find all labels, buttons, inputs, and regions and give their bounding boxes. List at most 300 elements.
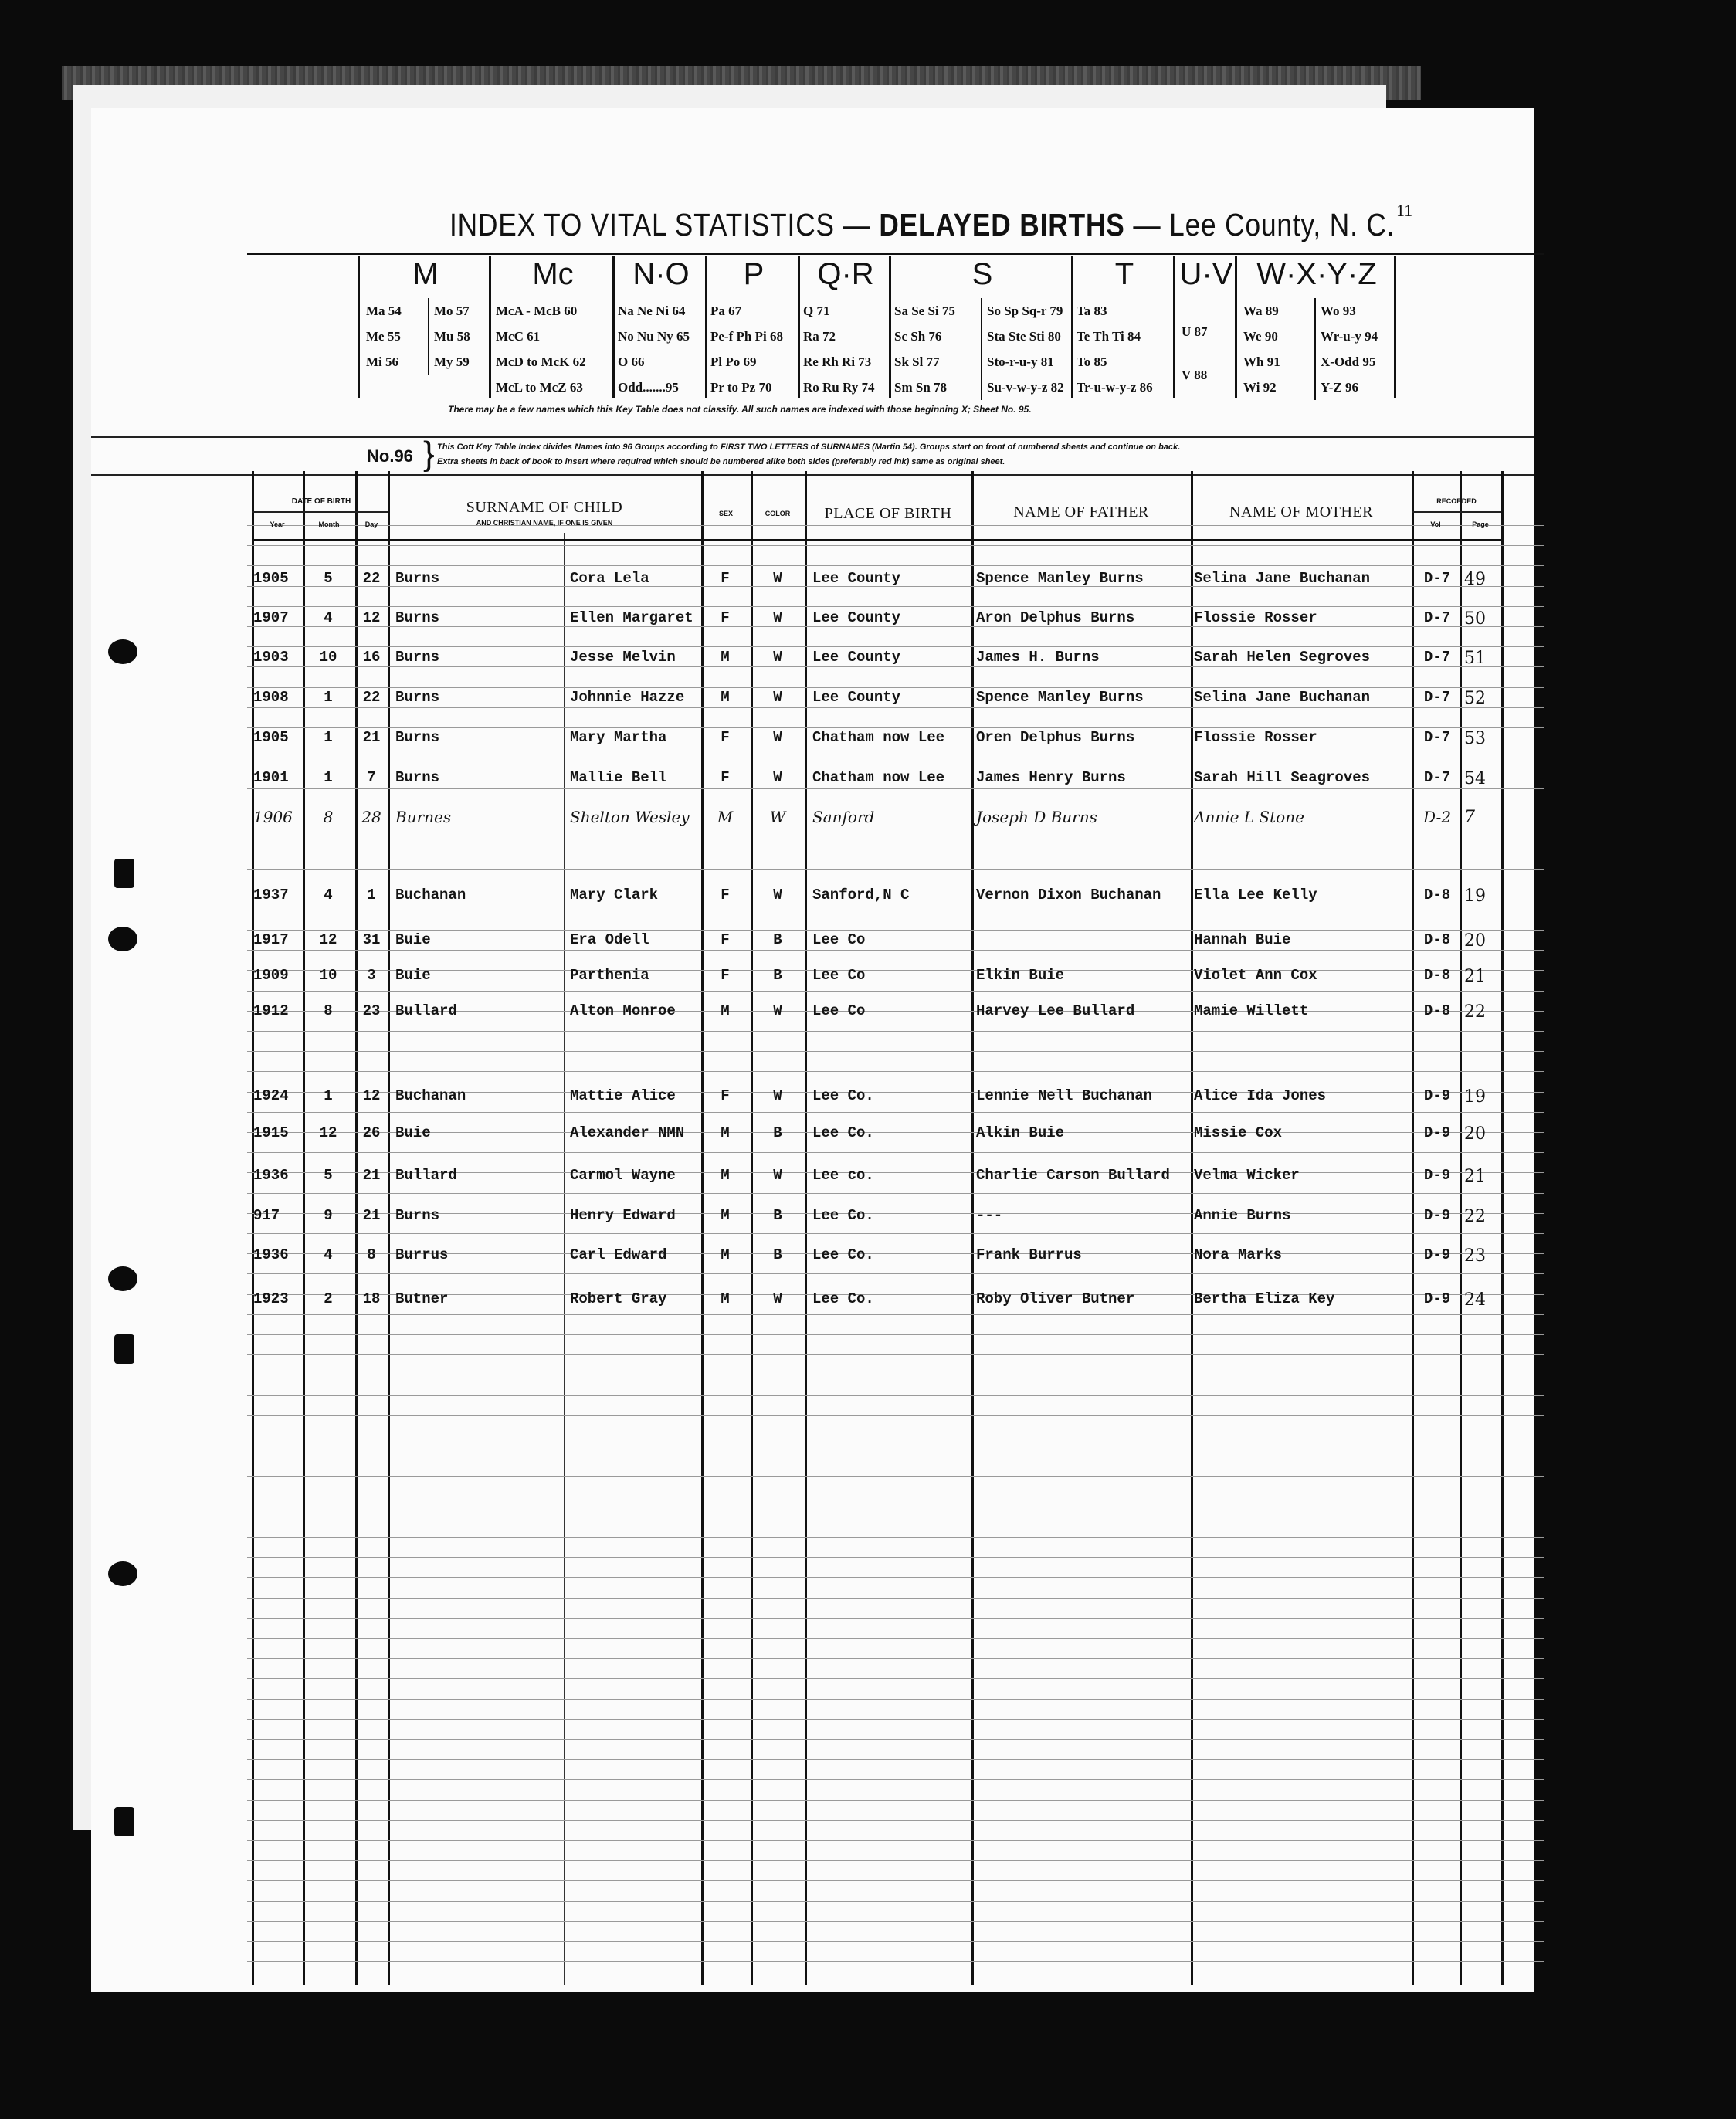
cell-father: --- <box>976 1207 1003 1224</box>
cell-place: Lee Co. <box>812 1246 874 1263</box>
cell-vol: D-8 <box>1423 887 1451 904</box>
cell-year: 1907 <box>253 609 289 626</box>
table-row <box>247 1246 1514 1270</box>
cell-day: 18 <box>362 1290 381 1307</box>
table-row <box>247 1290 1514 1314</box>
cell-sex: M <box>721 1167 730 1184</box>
cell-given: Cora Lela <box>570 570 649 587</box>
cell-place: Lee Co. <box>812 1290 874 1307</box>
cell-surname: Buchanan <box>395 887 466 904</box>
cell-page: 50 <box>1464 609 1486 629</box>
key-entry: Wi 92 <box>1243 380 1277 395</box>
cell-surname: Buie <box>395 967 431 984</box>
cell-day: 21 <box>362 1167 381 1184</box>
cell-year: 1915 <box>253 1124 289 1141</box>
cell-father: Vernon Dixon Buchanan <box>976 887 1161 904</box>
key-entry: No Nu Ny 65 <box>618 329 690 344</box>
row-rule <box>247 1800 1544 1801</box>
cell-given: Johnnie Hazze <box>570 689 685 706</box>
cell-month: 12 <box>319 931 337 948</box>
cell-vol: D-9 <box>1423 1290 1451 1307</box>
cell-page: 20 <box>1464 1124 1486 1144</box>
cell-page: 52 <box>1464 689 1486 708</box>
header-day: Day <box>364 520 378 528</box>
key-entry: Pl Po 69 <box>710 354 757 369</box>
cell-surname: Burns <box>395 729 440 746</box>
key-entry: Y-Z 96 <box>1321 380 1358 395</box>
cell-surname: Burns <box>395 649 440 666</box>
page-number: 11 <box>1396 201 1413 220</box>
row-rule <box>247 991 1544 992</box>
cell-page: 53 <box>1464 729 1486 748</box>
key-entry: Sta Ste Sti 80 <box>987 329 1061 344</box>
cell-vol: D-7 <box>1423 649 1451 666</box>
header-surname: SURNAME OF CHILD <box>466 499 623 516</box>
key-letter: T <box>1114 257 1134 291</box>
cell-sex: M <box>721 649 730 666</box>
row-rule <box>247 930 1544 931</box>
key-entry: Wa 89 <box>1243 303 1279 318</box>
cell-color: W <box>773 769 782 786</box>
cell-color: W <box>773 1290 782 1307</box>
cell-day: 7 <box>367 769 376 786</box>
key-entry: Tr-u-w-y-z 86 <box>1077 380 1153 395</box>
cell-month: 4 <box>324 1246 333 1263</box>
cell-sex: M <box>717 808 734 826</box>
cell-place: Lee Co <box>812 1002 866 1019</box>
cell-surname: Burns <box>395 1207 440 1224</box>
key-letter: S <box>971 257 993 291</box>
key-entry: U 87 <box>1182 324 1208 339</box>
key-entry: Na Ne Ni 64 <box>618 303 686 318</box>
key-letter: W·X·Y·Z <box>1256 257 1377 291</box>
cell-given: Shelton Wesley <box>570 808 690 826</box>
key-column <box>803 298 874 400</box>
cell-father: Alkin Buie <box>976 1124 1065 1141</box>
cell-place: Lee Co <box>812 931 866 948</box>
table-row <box>247 887 1514 910</box>
cell-sex: F <box>721 570 730 587</box>
row-rule <box>247 606 1544 607</box>
cell-given: Jesse Melvin <box>570 649 676 666</box>
table-row <box>247 609 1514 632</box>
row-rule <box>247 687 1544 688</box>
cell-vol: D-7 <box>1423 609 1451 626</box>
cell-page: 20 <box>1464 931 1486 951</box>
punch-hole <box>108 639 137 664</box>
cell-given: Mary Martha <box>570 729 667 746</box>
cell-father: James H. Burns <box>976 649 1100 666</box>
cell-color: W <box>773 1087 782 1104</box>
punch-hole <box>114 1807 134 1836</box>
cell-day: 16 <box>362 649 381 666</box>
header-sub-rule <box>252 511 388 513</box>
cell-place: Lee Co. <box>812 1087 874 1104</box>
cell-page: 21 <box>1464 967 1486 986</box>
cell-given: Carl Edward <box>570 1246 667 1263</box>
cell-vol: D-7 <box>1423 729 1451 746</box>
cell-page: 19 <box>1464 887 1486 906</box>
key-column <box>1243 298 1280 400</box>
row-rule <box>247 1719 1544 1720</box>
key-column <box>366 298 402 375</box>
cell-given: Robert Gray <box>570 1290 667 1307</box>
cell-vol: D-8 <box>1423 1002 1451 1019</box>
table-row <box>247 1087 1514 1110</box>
key-group <box>705 256 800 398</box>
table-row <box>247 1167 1514 1190</box>
cell-year: 1924 <box>253 1087 289 1104</box>
cell-place: Lee co. <box>812 1167 874 1184</box>
cell-place: Sanford,N C <box>812 887 910 904</box>
cell-father: Elkin Buie <box>976 967 1065 984</box>
row-rule <box>247 1699 1544 1700</box>
key-entry: Mo 57 <box>434 303 470 318</box>
cell-year: 1906 <box>253 808 293 826</box>
header-sex: SEX <box>718 510 733 517</box>
cell-given: Alton Monroe <box>570 1002 676 1019</box>
row-rule <box>247 1678 1544 1679</box>
cell-day: 1 <box>367 887 376 904</box>
key-column <box>894 298 955 400</box>
key-entry: Wo 93 <box>1321 303 1356 318</box>
key-group <box>798 256 891 398</box>
cell-month: 12 <box>319 1124 337 1141</box>
cell-color: B <box>773 1207 782 1224</box>
key-group <box>1235 256 1396 398</box>
sheet-number: No.96 <box>367 446 413 466</box>
key-entry: We 90 <box>1243 329 1278 344</box>
cell-mother: Mamie Willett <box>1194 1002 1309 1019</box>
key-column <box>1077 298 1153 400</box>
cell-vol: D-7 <box>1423 689 1451 706</box>
cell-mother: Annie L Stone <box>1194 808 1304 826</box>
key-column <box>618 298 690 400</box>
cell-year: 1905 <box>253 729 289 746</box>
cell-sex: F <box>721 729 730 746</box>
cell-sex: F <box>721 609 730 626</box>
cell-mother: Missie Cox <box>1194 1124 1283 1141</box>
key-column <box>428 298 470 375</box>
cell-sex: M <box>721 1246 730 1263</box>
header-sub-rule <box>1412 511 1501 513</box>
header-mother: NAME OF MOTHER <box>1229 503 1373 520</box>
cell-vol: D-9 <box>1423 1207 1451 1224</box>
cell-father: Frank Burrus <box>976 1246 1082 1263</box>
key-entry: Te Th Ti 84 <box>1077 329 1141 344</box>
cell-color: W <box>773 609 782 626</box>
row-rule <box>247 1638 1544 1639</box>
title-rule <box>247 253 1544 255</box>
cell-page: 49 <box>1464 570 1486 589</box>
row-rule <box>247 1739 1544 1740</box>
cell-mother: Annie Burns <box>1194 1207 1291 1224</box>
ledger-table <box>247 471 1544 1985</box>
key-entry: Ta 83 <box>1077 303 1107 318</box>
cell-color: W <box>773 570 782 587</box>
cell-month: 8 <box>323 808 334 826</box>
key-entry: Su-v-w-y-z 82 <box>987 380 1064 395</box>
header-year: Year <box>270 520 285 528</box>
key-entry: Wr-u-y 94 <box>1321 329 1378 344</box>
cell-page: 51 <box>1464 649 1486 668</box>
cell-day: 21 <box>362 1207 381 1224</box>
header-vol: Vol <box>1430 520 1441 528</box>
cell-mother: Bertha Eliza Key <box>1194 1290 1335 1307</box>
key-entry: Ma 54 <box>366 303 402 318</box>
cell-vol: D-7 <box>1423 769 1451 786</box>
title-emphasis: DELAYED BIRTHS <box>879 207 1125 242</box>
key-letter: Mc <box>532 257 574 291</box>
cell-month: 9 <box>324 1207 333 1224</box>
key-column <box>981 298 1064 400</box>
row-rule <box>247 1860 1544 1861</box>
cell-father: Oren Delphus Burns <box>976 729 1135 746</box>
row-rule <box>247 1557 1544 1558</box>
row-rule <box>247 1618 1544 1619</box>
key-entry: McD to McK 62 <box>496 354 586 369</box>
cell-sex: F <box>721 769 730 786</box>
cell-sex: M <box>721 1207 730 1224</box>
cell-surname: Bullard <box>395 1002 457 1019</box>
cell-place: Lee Co. <box>812 1207 874 1224</box>
punch-hole <box>108 1266 137 1291</box>
key-entry: Pa 67 <box>710 303 742 318</box>
cell-month: 1 <box>324 1087 333 1104</box>
cell-color: W <box>773 689 782 706</box>
row-rule <box>247 1901 1544 1902</box>
row-rule <box>247 1314 1544 1315</box>
cell-surname: Burns <box>395 570 440 587</box>
cell-place: Chatham now Lee <box>812 729 945 746</box>
divider <box>91 436 1534 438</box>
cell-surname: Burns <box>395 689 440 706</box>
cell-color: B <box>773 1124 782 1141</box>
title-part: INDEX TO VITAL STATISTICS — <box>449 207 880 242</box>
row-rule <box>247 1961 1544 1962</box>
cell-year: 1936 <box>253 1246 289 1263</box>
row-rule <box>247 1051 1544 1052</box>
key-group <box>1173 256 1237 398</box>
cell-sex: M <box>721 1124 730 1141</box>
title-part: — Lee County, N. C. <box>1124 207 1395 242</box>
cell-day: 21 <box>362 729 381 746</box>
row-rule <box>247 869 1544 870</box>
key-entry: Ra 72 <box>803 329 836 344</box>
row-rule <box>247 1820 1544 1821</box>
key-group <box>889 256 1073 398</box>
row-rule <box>247 1354 1544 1355</box>
cell-place: Lee County <box>812 689 901 706</box>
row-rule <box>247 1880 1544 1881</box>
cell-given: Mallie Bell <box>570 769 667 786</box>
row-rule <box>247 1840 1544 1841</box>
cell-mother: Ella Lee Kelly <box>1194 887 1317 904</box>
cell-year: 1912 <box>253 1002 289 1019</box>
header-date-of-birth: DATE OF BIRTH <box>291 497 351 506</box>
sheet-note-line: This Cott Key Table Index divides Names into 96 Groups according to FIRST TWO LETTERS of SURNAMES (Martin 54). Groups start on front of numbered sheets and continue on back. <box>437 442 1181 452</box>
cell-surname: Bullard <box>395 1167 457 1184</box>
key-entry: Sto-r-u-y 81 <box>987 354 1054 369</box>
cell-given: Ellen Margaret <box>570 609 693 626</box>
row-rule <box>247 1071 1544 1072</box>
header-page: Page <box>1472 520 1489 528</box>
cell-mother: Selina Jane Buchanan <box>1194 570 1371 587</box>
row-rule <box>247 1476 1544 1477</box>
cell-mother: Velma Wicker <box>1194 1167 1300 1184</box>
table-row <box>247 808 1514 831</box>
punch-hole <box>108 927 137 951</box>
cell-given: Mattie Alice <box>570 1087 676 1104</box>
row-rule <box>247 1334 1544 1335</box>
cell-day: 3 <box>367 967 376 984</box>
row-rule <box>247 1941 1544 1942</box>
key-entry: My 59 <box>434 354 470 369</box>
cell-mother: Sarah Helen Segroves <box>1194 649 1371 666</box>
key-table-note: There may be a few names which this Key Table does not classify. All such names are indexed with those beginning X; Sheet No. 95. <box>448 404 1032 415</box>
cell-vol: D-9 <box>1423 1124 1451 1141</box>
cell-year: 1923 <box>253 1290 289 1307</box>
cell-given: Parthenia <box>570 967 649 984</box>
table-row <box>247 689 1514 712</box>
cell-month: 2 <box>324 1290 333 1307</box>
row-rule <box>247 1779 1544 1780</box>
row-rule <box>247 1233 1544 1234</box>
row-rule <box>247 1415 1544 1416</box>
cell-vol: D-9 <box>1423 1167 1451 1184</box>
cell-father: Joseph D Burns <box>976 808 1097 826</box>
cell-day: 23 <box>362 1002 381 1019</box>
cell-year: 1909 <box>253 967 289 984</box>
cell-father: Roby Oliver Butner <box>976 1290 1135 1307</box>
sheet-note <box>437 440 1180 470</box>
cell-day: 12 <box>362 609 381 626</box>
table-row <box>247 1207 1514 1230</box>
cell-place: Lee County <box>812 570 901 587</box>
cell-page: 21 <box>1464 1167 1486 1186</box>
cell-color: W <box>773 729 782 746</box>
cell-place: Sanford <box>812 808 875 826</box>
key-column <box>1182 310 1208 397</box>
key-entry: Mu 58 <box>434 329 470 344</box>
cell-vol: D-8 <box>1423 967 1451 984</box>
key-entry: Wh 91 <box>1243 354 1280 369</box>
key-entry: So Sp Sq-r 79 <box>987 303 1063 318</box>
key-column <box>496 298 586 400</box>
cell-surname: Burns <box>395 609 440 626</box>
cell-given: Henry Edward <box>570 1207 676 1224</box>
key-letter: U·V <box>1179 257 1233 291</box>
page-title <box>449 207 1395 243</box>
cell-color: W <box>773 1167 782 1184</box>
cell-day: 22 <box>362 689 381 706</box>
cell-month: 4 <box>324 887 333 904</box>
row-rule <box>247 565 1544 566</box>
key-column <box>710 298 783 400</box>
key-entry: Re Rh Ri 73 <box>803 354 872 369</box>
cell-month: 10 <box>319 649 337 666</box>
cell-given: Mary Clark <box>570 887 659 904</box>
key-entry: X-Odd 95 <box>1321 354 1376 369</box>
cell-surname: Butner <box>395 1290 449 1307</box>
cell-father: Spence Manley Burns <box>976 570 1144 587</box>
key-entry: O 66 <box>618 354 645 369</box>
cell-father: Aron Delphus Burns <box>976 609 1135 626</box>
cell-vol: D-2 <box>1423 808 1451 826</box>
cell-month: 8 <box>324 1002 333 1019</box>
cell-mother: Alice Ida Jones <box>1194 1087 1327 1104</box>
header-place: PLACE OF BIRTH <box>824 505 952 522</box>
cell-month: 1 <box>324 729 333 746</box>
cell-color: B <box>773 931 782 948</box>
header-surname-sub: AND CHRISTIAN NAME, IF ONE IS GIVEN <box>476 519 613 527</box>
row-rule <box>247 1577 1544 1578</box>
key-entry: Sm Sn 78 <box>894 380 948 395</box>
cell-place: Chatham now Lee <box>812 769 945 786</box>
cell-day: 31 <box>362 931 381 948</box>
cell-page: 22 <box>1464 1002 1486 1022</box>
cell-vol: D-8 <box>1423 931 1451 948</box>
key-entry: V 88 <box>1182 368 1208 382</box>
row-rule <box>247 1759 1544 1760</box>
key-entry: Ro Ru Ry 74 <box>803 380 875 395</box>
cell-sex: F <box>721 967 730 984</box>
key-table <box>358 256 1396 398</box>
cell-month: 1 <box>324 769 333 786</box>
row-rule <box>247 646 1544 647</box>
key-column <box>1314 298 1378 400</box>
key-group <box>1071 256 1175 398</box>
cell-father: Spence Manley Burns <box>976 689 1144 706</box>
cell-page: 19 <box>1464 1087 1486 1107</box>
cell-surname: Buie <box>395 931 431 948</box>
cell-given: Alexander NMN <box>570 1124 685 1141</box>
key-entry: Odd.......95 <box>618 380 679 395</box>
key-entry: Q 71 <box>803 303 830 318</box>
cell-day: 8 <box>367 1246 376 1263</box>
cell-father: Lennie Nell Buchanan <box>976 1087 1153 1104</box>
cell-page: 54 <box>1464 769 1486 788</box>
cell-day: 22 <box>362 570 381 587</box>
row-rule <box>247 1112 1544 1113</box>
header-recorded: RECORDED <box>1436 497 1477 505</box>
key-group <box>612 256 707 398</box>
cell-mother: Violet Ann Cox <box>1194 967 1317 984</box>
cell-father: Harvey Lee Bullard <box>976 1002 1135 1019</box>
cell-month: 5 <box>324 570 333 587</box>
cell-mother: Nora Marks <box>1194 1246 1283 1263</box>
row-rule <box>247 1031 1544 1032</box>
header-color: COLOR <box>765 510 791 517</box>
key-letter: M <box>412 257 439 291</box>
cell-mother: Hannah Buie <box>1194 931 1291 948</box>
punch-hole <box>108 1561 137 1586</box>
row-rule <box>247 1921 1544 1922</box>
cell-mother: Selina Jane Buchanan <box>1194 689 1371 706</box>
key-entry: Me 55 <box>366 329 401 344</box>
cell-page: 24 <box>1464 1290 1486 1310</box>
key-letter: N·O <box>632 257 690 291</box>
key-entry: Sc Sh 76 <box>894 329 942 344</box>
row-rule <box>247 1273 1544 1274</box>
cell-year: 1905 <box>253 570 289 587</box>
cell-year: 1917 <box>253 931 289 948</box>
cell-day: 26 <box>362 1124 381 1141</box>
header-rule <box>252 539 1503 541</box>
sheet-note-line: Extra sheets in back of book to insert where required which should be numbered alike both sides (preferably red ink) same as original sheet. <box>437 457 1005 466</box>
cell-mother: Sarah Hill Seagroves <box>1194 769 1371 786</box>
cell-sex: M <box>721 1002 730 1019</box>
